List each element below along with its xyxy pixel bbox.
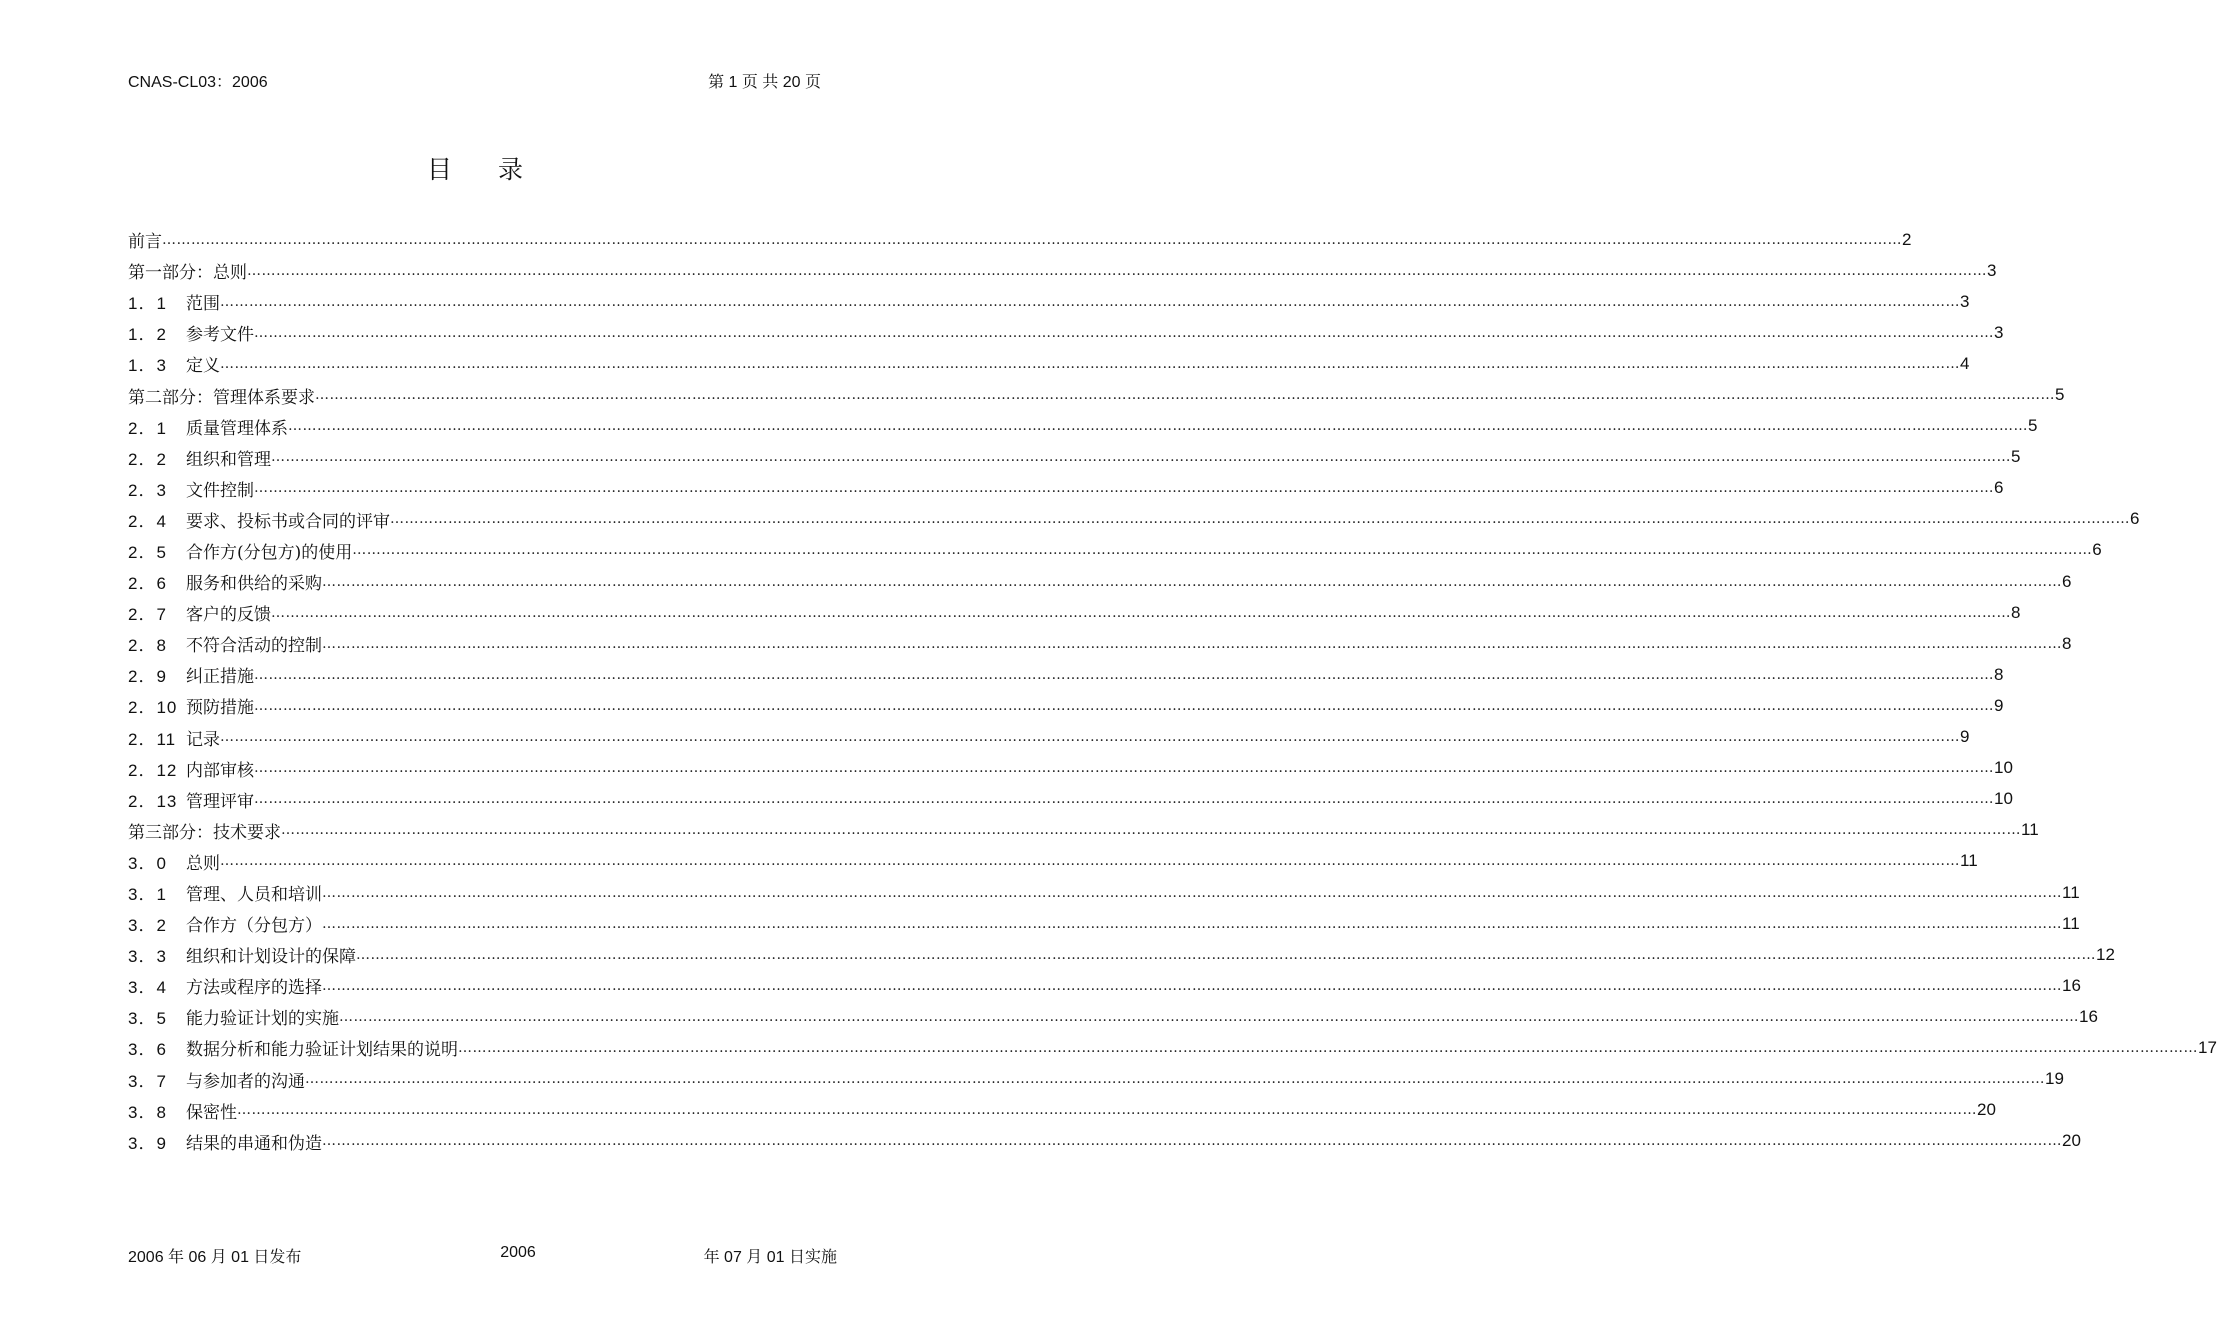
toc-entry-page: 8 — [2011, 602, 2021, 622]
toc-entry-page: 3 — [1987, 260, 1997, 280]
toc-entry-page: 9 — [1994, 695, 2004, 715]
toc-entry-number: 3．7 — [128, 1071, 167, 1091]
toc-leader-dots: ……………………………………………………………………………………………………………………………………………………………………………………………………………………………………………………………………………………………………………………………… — [220, 853, 1960, 870]
toc-entry-label: 前言 — [128, 232, 162, 253]
page-indicator: 第 1 页 共 20 页 — [708, 74, 821, 91]
title-char-2: 录 — [498, 155, 524, 184]
toc-entry[interactable] — [128, 566, 2072, 597]
footer-year: 2006 — [500, 1244, 536, 1261]
title-char-1: 目 — [426, 155, 452, 184]
toc-entry-page: 9 — [1960, 727, 1970, 747]
toc-entry[interactable] — [128, 411, 2038, 442]
toc-entry-label: 保密性 — [186, 1102, 237, 1123]
toc-entry-page: 3 — [1960, 291, 1970, 311]
toc-entry-page: 6 — [1994, 478, 2004, 498]
toc-entry-label: 服务和供给的采购 — [186, 574, 322, 595]
toc-entry-page: 2 — [1902, 229, 1912, 249]
toc-leader-dots: ……………………………………………………………………………………………………………………………………………………………………………………………………………………………………………………………………………………………………………………………… — [254, 697, 1994, 714]
toc-entry-page: 16 — [2062, 975, 2081, 995]
toc-entry-page: 4 — [1960, 353, 1970, 373]
toc-entry-page: 20 — [1977, 1100, 1996, 1120]
toc-entry-number: 3．3 — [128, 947, 167, 967]
toc-entry-label: 范围 — [186, 294, 220, 315]
toc-entry[interactable] — [128, 504, 2140, 535]
toc-entry-number: 3．2 — [128, 916, 167, 936]
toc-entry-label: 第二部分：管理体系要求 — [128, 387, 315, 408]
toc-entry[interactable] — [128, 722, 1970, 753]
toc-leader-dots: ……………………………………………………………………………………………………………………………………………………………………………………………………………………………………………………………………………………………………………………………… — [339, 1008, 2079, 1025]
toc-entry-page: 3 — [1994, 322, 2004, 342]
toc-entry[interactable] — [128, 784, 2013, 815]
toc-entry-number: 2．2 — [128, 449, 167, 469]
toc-entry-number: 3．0 — [128, 853, 167, 873]
toc-entry-number: 3．6 — [128, 1040, 167, 1060]
toc-entry-label: 管理评审 — [186, 791, 254, 812]
toc-entry-page: 11 — [2021, 820, 2039, 840]
toc-leader-dots: ……………………………………………………………………………………………………………………………………………………………………………………………………………………………………………………………………………………………………………………………… — [220, 293, 1960, 310]
toc-entry[interactable] — [128, 939, 2115, 970]
toc-entry[interactable] — [128, 535, 2102, 566]
toc-entry[interactable] — [128, 659, 2004, 690]
toc-entry-label: 组织和计划设计的保障 — [186, 947, 356, 968]
toc-entry[interactable] — [128, 1001, 2098, 1032]
toc-entry-number: 3．8 — [128, 1102, 167, 1122]
toc-entry-label: 客户的反馈 — [186, 605, 271, 626]
toc-leader-dots: ……………………………………………………………………………………………………………………………………………………………………………………………………………………………………………………………………………………………………………………………… — [458, 1039, 2198, 1056]
toc-leader-dots: ……………………………………………………………………………………………………………………………………………………………………………………………………………………………………………………………………………………………………………………………… — [322, 977, 2062, 994]
toc-entry-label: 组织和管理 — [186, 449, 271, 470]
toc-entry[interactable] — [128, 348, 1970, 379]
toc-entry[interactable] — [128, 286, 1970, 317]
toc-entry[interactable] — [128, 1126, 2081, 1157]
toc-entry-page: 5 — [2055, 385, 2065, 405]
toc-entry-page: 11 — [1960, 851, 1978, 871]
effective-date: 年 07 月 01 日实施 — [703, 1249, 837, 1266]
toc-entry-label: 管理、人员和培训 — [186, 885, 322, 906]
toc-entry[interactable] — [128, 255, 1997, 286]
toc-entry[interactable] — [128, 908, 2080, 939]
toc-leader-dots: ……………………………………………………………………………………………………………………………………………………………………………………………………………………………………………………………………………………………………………………………… — [322, 915, 2062, 932]
toc-entry-page: 6 — [2062, 571, 2072, 591]
toc-entry[interactable] — [128, 753, 2013, 784]
toc-entry-label: 第三部分：技术要求 — [128, 822, 281, 843]
toc-entry-label: 总则 — [186, 853, 220, 874]
toc-entry-number: 3．9 — [128, 1133, 167, 1153]
toc-entry[interactable] — [128, 379, 2065, 410]
toc-entry-label: 结果的串通和伪造 — [186, 1133, 322, 1154]
toc-leader-dots: ……………………………………………………………………………………………………………………………………………………………………………………………………………………………………………………………………………………………………………………………… — [254, 480, 1994, 497]
toc-entry-page: 11 — [2062, 882, 2080, 902]
toc-leader-dots: ……………………………………………………………………………………………………………………………………………………………………………………………………………………………………………………………………………………………………………………………… — [162, 231, 1902, 248]
toc-entry-label: 定义 — [186, 356, 220, 377]
toc-leader-dots: ……………………………………………………………………………………………………………………………………………………………………………………………………………………………………………………………………………………………………………………………… — [281, 822, 2021, 839]
toc-entry-label: 记录 — [186, 729, 220, 750]
toc-entry[interactable] — [128, 690, 2004, 721]
toc-entry-label: 参考文件 — [186, 325, 254, 346]
toc-entry-label: 内部审核 — [186, 760, 254, 781]
toc-entry-label: 要求、投标书或合同的评审 — [186, 511, 390, 532]
toc-leader-dots: ……………………………………………………………………………………………………………………………………………………………………………………………………………………………………………………………………………………………………………………………… — [220, 729, 1960, 746]
table-of-contents — [128, 224, 2217, 1157]
toc-entry-label: 合作方(分包方)的使用 — [186, 542, 353, 563]
toc-leader-dots: ……………………………………………………………………………………………………………………………………………………………………………………………………………………………………………………………………………………………………………………………… — [237, 1102, 1977, 1119]
toc-entry-label: 能力验证计划的实施 — [186, 1009, 339, 1030]
toc-leader-dots: ……………………………………………………………………………………………………………………………………………………………………………………………………………………………………………………………………………………………………………………………… — [322, 884, 2062, 901]
toc-entry-label: 文件控制 — [186, 480, 254, 501]
toc-entry-number: 2．9 — [128, 667, 167, 687]
document-id: CNAS-CL03：2006 — [128, 74, 268, 91]
page-title — [0, 150, 950, 186]
toc-entry-number: 2．6 — [128, 574, 167, 594]
toc-entry-label: 合作方（分包方） — [186, 916, 322, 937]
toc-entry-number: 2．7 — [128, 605, 167, 625]
toc-leader-dots: ……………………………………………………………………………………………………………………………………………………………………………………………………………………………………………………………………………………………………………………………… — [271, 604, 2011, 621]
toc-entry-page: 10 — [1994, 758, 2013, 778]
toc-entry-label: 数据分析和能力验证计划结果的说明 — [186, 1040, 458, 1061]
toc-leader-dots: ……………………………………………………………………………………………………………………………………………………………………………………………………………………………………………………………………………………………………………………………… — [271, 449, 2011, 466]
toc-entry-number: 2．10 — [128, 698, 178, 718]
toc-entry-page: 5 — [2028, 416, 2038, 436]
toc-leader-dots: ……………………………………………………………………………………………………………………………………………………………………………………………………………………………………………………………………………………………………………………………… — [220, 355, 1960, 372]
toc-entry[interactable] — [128, 846, 1978, 877]
toc-leader-dots: ……………………………………………………………………………………………………………………………………………………………………………………………………………………………………………………………………………………………………………………………… — [254, 791, 1994, 808]
toc-entry-page: 6 — [2092, 540, 2102, 560]
toc-entry[interactable] — [128, 224, 1912, 255]
toc-leader-dots: ……………………………………………………………………………………………………………………………………………………………………………………………………………………………………………………………………………………………………………………………… — [322, 1133, 2062, 1150]
toc-leader-dots: ……………………………………………………………………………………………………………………………………………………………………………………………………………………………………………………………………………………………………………………………… — [254, 324, 1994, 341]
toc-entry[interactable] — [128, 877, 2080, 908]
toc-leader-dots: ……………………………………………………………………………………………………………………………………………………………………………………………………………………………………………………………………………………………………………………………… — [247, 262, 1987, 279]
toc-entry[interactable] — [128, 473, 2004, 504]
toc-entry-page: 11 — [2062, 913, 2080, 933]
toc-entry-number: 2．13 — [128, 791, 178, 811]
toc-leader-dots: ……………………………………………………………………………………………………………………………………………………………………………………………………………………………………………………………………………………………………………………………… — [356, 946, 2096, 963]
toc-entry-page: 6 — [2130, 509, 2140, 529]
toc-entry[interactable] — [128, 1095, 1996, 1126]
toc-entry-page: 19 — [2045, 1069, 2064, 1089]
toc-leader-dots: ……………………………………………………………………………………………………………………………………………………………………………………………………………………………………………………………………………………………………………………………… — [322, 573, 2062, 590]
toc-leader-dots: ……………………………………………………………………………………………………………………………………………………………………………………………………………………………………………………………………………………………………………………………… — [352, 542, 2093, 559]
toc-entry-number: 3．1 — [128, 885, 167, 905]
toc-entry-number: 2．8 — [128, 636, 167, 656]
toc-entry[interactable] — [128, 597, 2021, 628]
toc-entry-page: 10 — [1994, 789, 2013, 809]
toc-entry[interactable] — [128, 442, 2021, 473]
toc-leader-dots: ……………………………………………………………………………………………………………………………………………………………………………………………………………………………………………………………………………………………………………………………… — [254, 760, 1994, 777]
toc-entry-page: 8 — [2062, 633, 2072, 653]
toc-leader-dots: ……………………………………………………………………………………………………………………………………………………………………………………………………………………………………………………………………………………………………………………………… — [254, 666, 1994, 683]
toc-entry[interactable] — [128, 628, 2072, 659]
toc-entry-page: 16 — [2079, 1006, 2098, 1026]
toc-entry[interactable] — [128, 970, 2081, 1001]
toc-entry-page: 20 — [2062, 1131, 2081, 1151]
toc-entry-number: 2．3 — [128, 480, 167, 500]
toc-entry-label: 不符合活动的控制 — [186, 636, 322, 657]
toc-entry-number: 2．12 — [128, 760, 178, 780]
issue-date: 2006 年 06 月 01 日发布 — [128, 1249, 302, 1266]
toc-entry-page: 17 — [2198, 1037, 2217, 1057]
toc-leader-dots: ……………………………………………………………………………………………………………………………………………………………………………………………………………………………………………………………………………………………………………………………… — [305, 1071, 2045, 1088]
toc-leader-dots: ……………………………………………………………………………………………………………………………………………………………………………………………………………………………………………………………………………………………………………………………… — [322, 635, 2062, 652]
toc-entry-label: 质量管理体系 — [186, 418, 288, 439]
toc-entry-number: 1．1 — [128, 294, 167, 314]
toc-entry-label: 与参加者的沟通 — [186, 1071, 305, 1092]
toc-entry[interactable] — [128, 317, 2004, 348]
toc-entry-page: 8 — [1994, 664, 2004, 684]
toc-entry-number: 1．3 — [128, 356, 167, 376]
toc-entry-label: 方法或程序的选择 — [186, 978, 322, 999]
toc-entry-number: 3．4 — [128, 978, 167, 998]
toc-leader-dots: ……………………………………………………………………………………………………………………………………………………………………………………………………………………………………………………………………………………………………………………………… — [390, 511, 2130, 528]
toc-entry-number: 1．2 — [128, 325, 167, 345]
toc-entry-number: 2．4 — [128, 511, 167, 531]
toc-entry[interactable] — [128, 1064, 2064, 1095]
toc-entry-number: 2．5 — [128, 542, 167, 562]
toc-entry[interactable] — [128, 1032, 2217, 1063]
toc-entry-label: 第一部分：总则 — [128, 263, 247, 284]
toc-entry-page: 12 — [2096, 944, 2115, 964]
toc-entry-number: 2．1 — [128, 418, 167, 438]
toc-entry[interactable] — [128, 815, 2039, 846]
toc-entry-number: 3．5 — [128, 1009, 167, 1029]
toc-entry-page: 5 — [2011, 447, 2021, 467]
toc-entry-label: 纠正措施 — [186, 667, 254, 688]
toc-entry-label: 预防措施 — [186, 698, 254, 719]
toc-leader-dots: ……………………………………………………………………………………………………………………………………………………………………………………………………………………………………………………………………………………………………………………………… — [288, 418, 2028, 435]
toc-leader-dots: ……………………………………………………………………………………………………………………………………………………………………………………………………………………………………………………………………………………………………………………………… — [315, 387, 2055, 404]
toc-entry-number: 2．11 — [128, 729, 177, 749]
